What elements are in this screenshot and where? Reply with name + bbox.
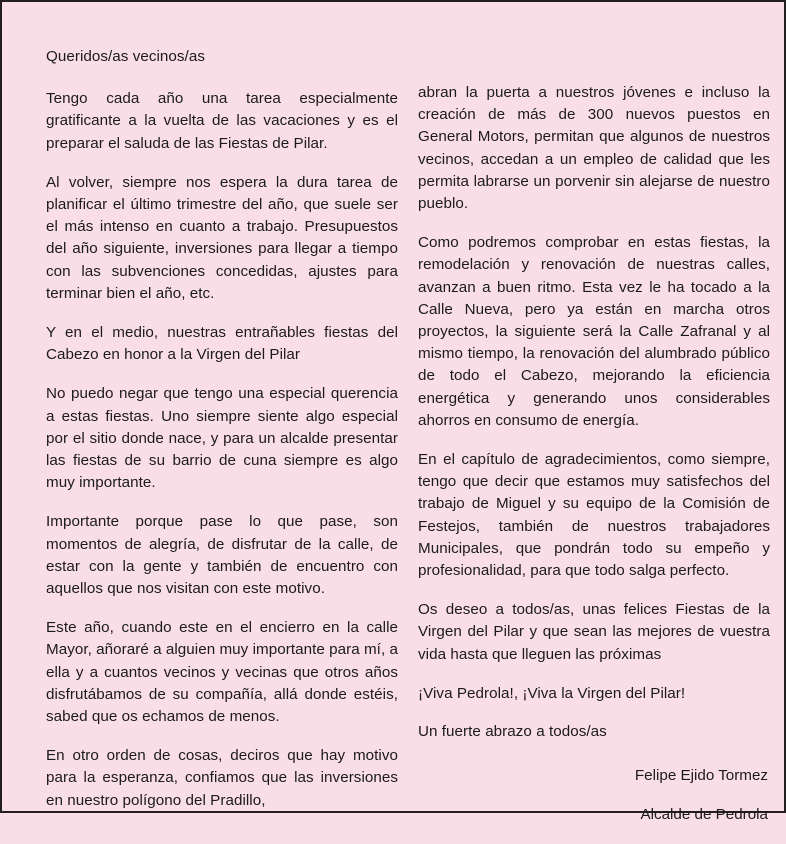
paragraph-right-4: Os deseo a todos/as, unas felices Fiestas de la Virgen del Pilar y que sean las mejores de vuestra vida hasta que lleguen las próximas: [418, 601, 770, 663]
paragraph-right-cheer: ¡Viva Pedrola!, ¡Viva la Virgen del Pilar!: [418, 684, 686, 702]
paragraph-left-6: Este año, cuando este en el encierro en la calle Mayor, añoraré a alguien muy importante para mí, a ella y a cuantos vecinos y vecinas que otros años disfrutábamos de su compañía, allá donde estéis, sabed que os echamos de menos.: [46, 619, 398, 726]
paragraph-left-5: Importante porque pase lo que pase, son momentos de alegría, de disfrutar de la calle, de estar con la gente y también de encuentro con aquellos que nos visitan con este motivo.: [46, 513, 398, 598]
paragraph-left-4: No puedo negar que tengo una especial querencia a estas fiestas. Uno siempre siente algo especial por el sitio donde nace, y para un alcalde presentar las fiestas de su barrio de cuna siempre es algo muy importante.: [46, 385, 398, 492]
signature-title: Alcalde de Pedrola: [640, 806, 768, 824]
paragraph-right-3: En el capítulo de agradecimientos, como siempre, tengo que decir que estamos muy satisfechos del trabajo de Miguel y su equipo de la Comisión de Festejos, también de nuestros trabajadores Municipales, que pondrán todo su empeño y profesionalidad, para que todo salga perfecto.: [418, 451, 770, 580]
paragraph-left-3: Y en el medio, nuestras entrañables fiestas del Cabezo en honor a la Virgen del Pilar: [46, 324, 398, 364]
paragraph-right-2: Como podremos comprobar en estas fiestas, la remodelación y renovación de nuestras calles, avanzan a buen ritmo. Esta vez le ha tocado a la Calle Nueva, pero ya están en marcha otros proyectos, la siguiente será la Calle Zafranal y al mismo tiempo, la renovación del alumbrado público de todo el Cabezo, mejorando la eficiencia energética y generando unos considerables ahorros en consumo de energía.: [418, 234, 770, 429]
left-column: [46, 46, 398, 829]
paragraph-right-closing: Un fuerte abrazo a todos/as: [418, 723, 607, 741]
paragraph-left-7: En otro orden de cosas, deciros que hay motivo para la esperanza, confiamos que las inversiones en nuestro polígono del Pradillo,: [46, 747, 398, 809]
signature-block: [418, 765, 770, 826]
paragraph-left-2: Al volver, siempre nos espera la dura tarea de planificar el último trimestre del año, que suele ser el más intenso en cuanto a trabajo. Presupuestos del año siguiente, inversiones para llegar a tiempo con las subvenciones concedidas, ajustes para terminar bien el año, etc.: [46, 173, 398, 302]
signature-name: Felipe Ejido Tormez: [634, 767, 768, 785]
right-column: [418, 46, 770, 844]
paragraph-right-1: abran la puerta a nuestros jóvenes e incluso la creación de más de 300 nuevos puestos en General Motors, permitan que algunos de nuestros vecinos, accedan a un empleo de calidad que les permita labrarse un porvenir sin alejarse de nuestro pueblo.: [418, 84, 770, 213]
greeting-line: Queridos/as vecinos/as: [46, 48, 205, 65]
paragraph-left-1: Tengo cada año una tarea especialmente gratificante a la vuelta de las vacaciones y es el preparar el saluda de las Fiestas de Pilar.: [46, 90, 398, 152]
two-column-layout: [46, 46, 770, 824]
